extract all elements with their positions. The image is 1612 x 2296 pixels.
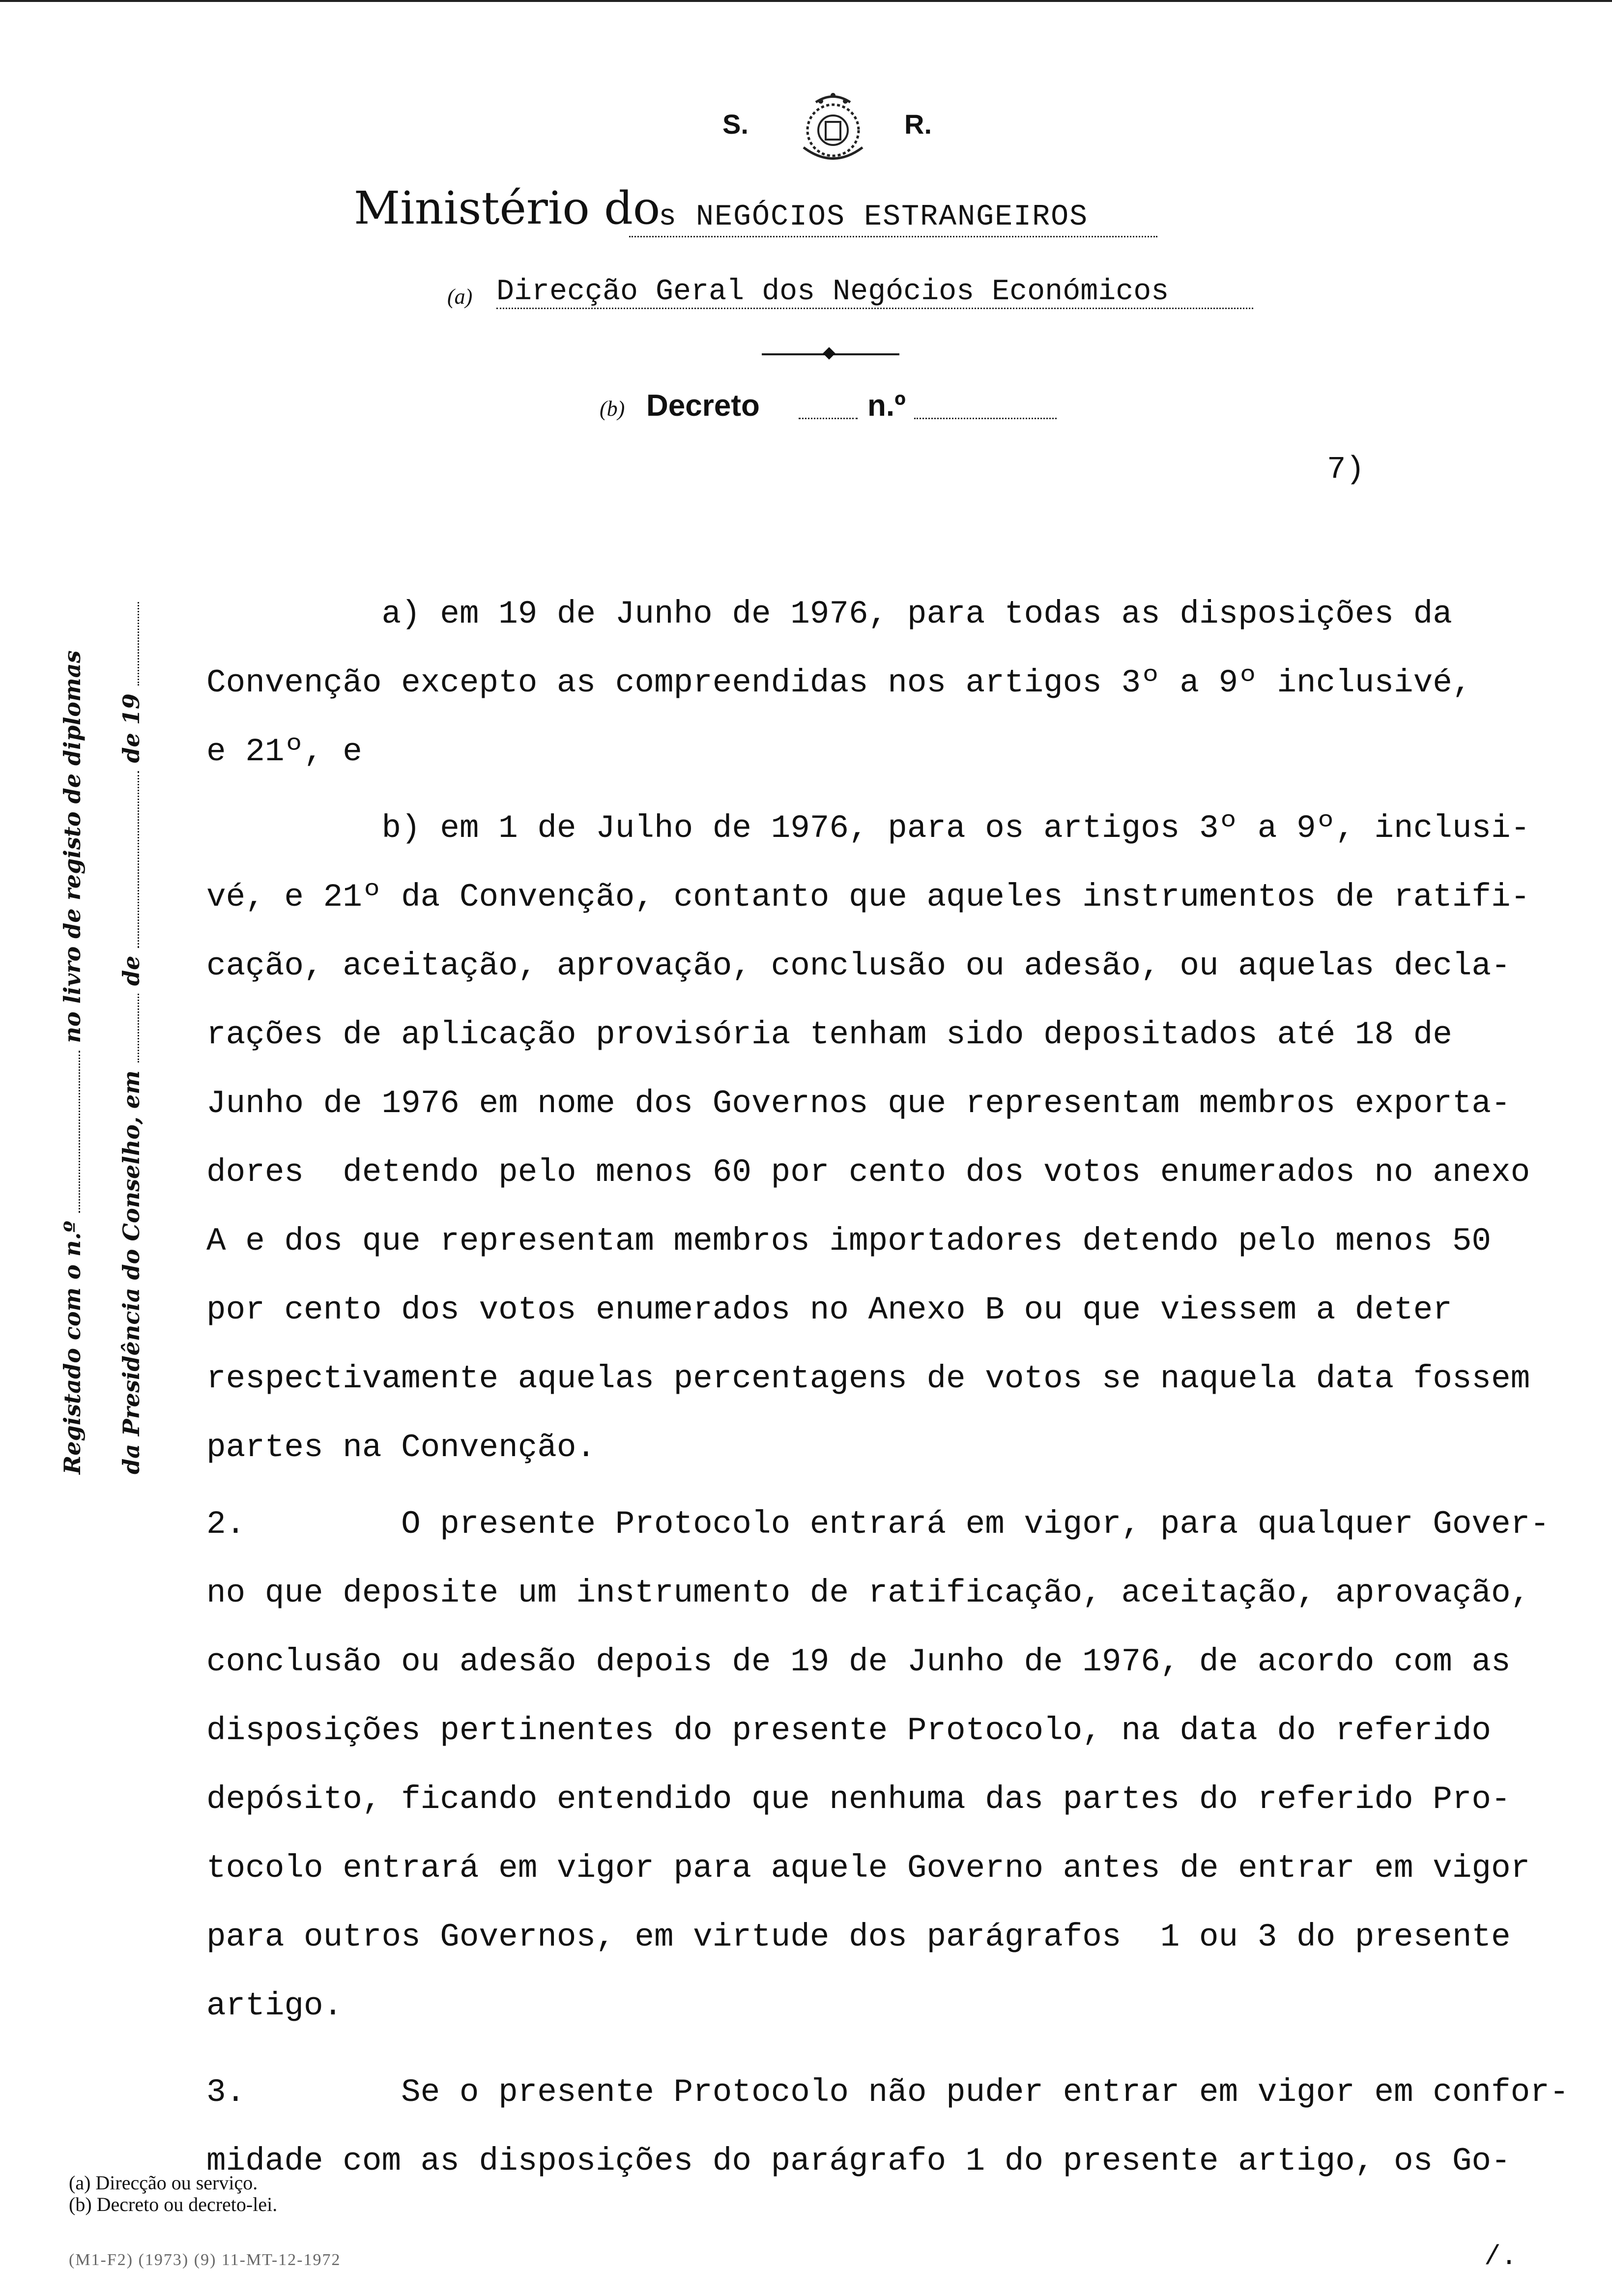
body-line: para outros Governos, em virtude dos parágrafos 1 ou 3 do presente: [206, 1919, 1511, 1955]
registry-year-label: de 19: [118, 693, 144, 763]
continuation-mark: /.: [1484, 2241, 1518, 2272]
coat-of-arms-icon: [781, 88, 885, 167]
ministry-dotted-line: [629, 236, 1157, 237]
footnotes: [69, 2172, 277, 2215]
body-line: A e dos que representam membros importadores detendo pelo menos 50: [206, 1223, 1492, 1260]
registry-book-label: no livro de registo de diplomas: [59, 650, 86, 1043]
decree-number-label: n.º: [867, 389, 906, 423]
body-line: respectivamente aquelas percentagens de votos se naquela data fossem: [206, 1360, 1530, 1397]
body-line: e 21º, e: [206, 733, 362, 770]
body-line: midade com as disposições do parágrafo 1 do presente artigo, os Go-: [206, 2143, 1511, 2180]
body-line: b) em 1 de Julho de 1976, para os artigos 3º a 9º, inclusi-: [206, 810, 1530, 847]
body-line: vé, e 21º da Convenção, contanto que aqueles instrumentos de ratifi-: [206, 879, 1530, 916]
body-line: conclusão ou adesão depois de 19 de Junho de 1976, de acordo com as: [206, 1643, 1511, 1680]
registry-line-1: [59, 651, 86, 1474]
body-line: rações de aplicação provisória tenham sido depositados até 18 de: [206, 1016, 1452, 1053]
printer-code: (M1-F2) (1973) (9) 11-MT-12-1972: [69, 2251, 341, 2269]
body-line: Junho de 1976 em nome dos Governos que representam membros exporta-: [206, 1085, 1511, 1122]
document-body: [206, 580, 1607, 2196]
registry-number-label: Registado com o n.º: [59, 1221, 86, 1474]
registry-presidency-label: da Presidência do Conselho, em: [118, 1070, 144, 1474]
registry-de-label: de: [118, 955, 144, 986]
decree-line: [600, 388, 1091, 432]
body-line: depósito, ficando entendido que nenhuma das partes do referido Pro-: [206, 1781, 1511, 1818]
letter-r: R.: [904, 109, 932, 140]
body-line: disposições pertinentes do presente Protocolo, na data do referido: [206, 1712, 1492, 1749]
decree-number-blank: [914, 418, 1057, 419]
direction-dotted-line: [496, 308, 1253, 309]
direction-line: [447, 275, 1307, 319]
page-number: 7): [1327, 452, 1365, 488]
body-line: Convenção excepto as compreendidas nos artigos 3º a 9º inclusivé,: [206, 664, 1472, 701]
decree-type-blank: [799, 418, 858, 419]
body-line: tocolo entrará em vigor para aquele Governo antes de entrar em vigor: [206, 1850, 1530, 1887]
body-line: por cento dos votos enumerados no Anexo B ou que viessem a deter: [206, 1292, 1452, 1328]
body-line: a) em 19 de Junho de 1976, para todas as disposições da: [206, 596, 1452, 632]
ministry-line: [354, 182, 1297, 246]
letter-s: S.: [722, 109, 748, 140]
body-line: cação, aceitação, aprovação, conclusão ou adesão, ou aquelas decla-: [206, 947, 1511, 984]
footnote-a: (a) Direcção ou serviço.: [69, 2172, 258, 2194]
footnote-b: (b) Decreto ou decreto-lei.: [69, 2193, 278, 2215]
ministry-label: Ministério do: [354, 182, 661, 234]
ministry-name: s NEGÓCIOS ESTRANGEIROS: [659, 201, 1089, 234]
ornament-divider: [762, 351, 899, 357]
top-border-line: [0, 0, 1612, 2]
body-line: no que deposite um instrumento de ratificação, aceitação, aprovação,: [206, 1575, 1530, 1611]
body-line: dores detendo pelo menos 60 por cento dos votos enumerados no anexo: [206, 1154, 1530, 1191]
body-line: 2. O presente Protocolo entrará em vigor, para qualquer Gover-: [206, 1506, 1550, 1543]
registry-margin: [59, 541, 187, 1474]
direction-marker: (a): [447, 285, 473, 309]
letterhead-sr: [708, 88, 953, 172]
direction-name: Direcção Geral dos Negócios Económicos: [496, 275, 1169, 309]
decree-marker: (b): [600, 397, 625, 421]
body-line: 3. Se o presente Protocolo não puder entrar em vigor em confor-: [206, 2074, 1569, 2111]
decree-label: Decreto: [646, 389, 760, 423]
body-line: partes na Convenção.: [206, 1429, 596, 1466]
registry-line-2: [118, 602, 144, 1474]
body-line: artigo.: [206, 1987, 343, 2024]
